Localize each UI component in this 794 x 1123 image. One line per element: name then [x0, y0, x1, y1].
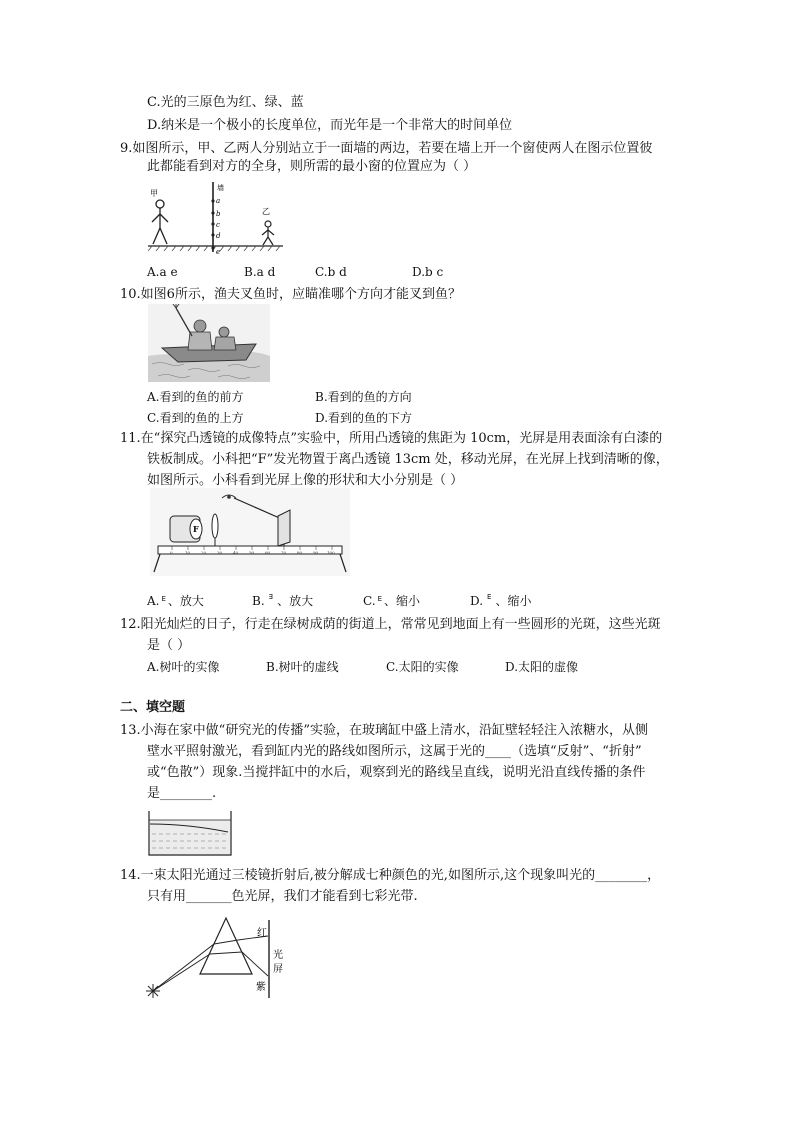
q9-option-d: D.b c: [412, 265, 444, 279]
svg-text:80: 80: [297, 550, 303, 555]
q14-label-violet: 紫: [256, 982, 266, 993]
q10-option-c: C.看到的鱼的上方: [147, 411, 244, 425]
q12-stem-line2: 是（ ）: [147, 638, 191, 653]
q14-refracted-rays: [210, 936, 268, 976]
q9-mark-b: b: [216, 210, 221, 218]
q9-label-person-a: 甲: [150, 189, 158, 198]
q13-stem-line4: 是________.: [147, 786, 217, 801]
q12-option-c: C.太阳的实像: [386, 660, 459, 674]
q10-option-b: B.看到的鱼的方向: [315, 390, 412, 404]
q11-option-a: A. E 、放大: [147, 594, 204, 608]
q13-tank-figure: [148, 810, 232, 856]
svg-text:70: 70: [281, 550, 287, 555]
q14-stem-line1: 14.一束太阳光通过三棱镜折射后,被分解成七种颜色的光,如图所示,这个现象叫光的________，: [120, 868, 661, 883]
q14-stem-line2: 只有用_______色光屏，我们才能看到七彩光带.: [147, 889, 418, 904]
q8-option-d: D.纳米是一个极小的长度单位，而光年是一个非常大的时间单位: [147, 118, 513, 133]
q9-mark-d: d: [216, 232, 221, 240]
q11-option-d: D. E 、缩小: [470, 594, 531, 610]
q12-option-d: D.太阳的虚像: [505, 660, 579, 674]
q13-stem-line2: 壁水平照射激光，看到缸内光的路线如图所示，这属于光的____（选填“反射”、“折射”: [147, 744, 642, 759]
q9-mark-e: e: [216, 248, 221, 254]
q9-label-person-b: 乙: [262, 207, 270, 216]
svg-text:40: 40: [233, 550, 239, 555]
q12-stem-line1: 12.阳光灿烂的日子，行走在绿树成荫的街道上，常常见到地面上有一些圆形的光斑，这些光斑: [120, 617, 661, 632]
q10-option-d: D.看到的鱼的下方: [315, 411, 413, 425]
svg-text:20: 20: [201, 550, 207, 555]
svg-text:30: 30: [217, 550, 223, 555]
q11-option-c-glyph: E: [377, 595, 383, 603]
q9-mark-a: a: [216, 197, 221, 205]
q12-option-b: B.树叶的虚线: [266, 660, 339, 674]
q9-option-b: B.a d: [244, 265, 276, 279]
q14-prism-figure: [144, 916, 294, 1002]
q14-prism: [200, 918, 252, 974]
q9-wall-figure: [148, 182, 288, 254]
q9-person-b: [262, 221, 274, 245]
q14-label-screen-1: 光: [273, 950, 283, 961]
q9-mark-c: c: [216, 221, 220, 229]
q9-option-c: C.b d: [315, 265, 347, 279]
q8-option-c: C.光的三原色为红、绿、蓝: [147, 95, 304, 110]
q9-label-wall: 墙: [217, 184, 224, 192]
svg-text:0: 0: [170, 550, 173, 555]
q14-label-screen-2: 屏: [273, 964, 283, 975]
q11-optical-bench-figure: [150, 488, 350, 576]
q14-label-red: 红: [257, 928, 267, 939]
q11-screen: [278, 510, 290, 546]
svg-text:100: 100: [327, 550, 335, 555]
q11-stem-line1: 11.在“探究凸透镜的成像特点”实验中，所用凸透镜的焦距为 10cm，光屏是用表面涂有白漆的: [120, 431, 663, 446]
q11-option-b-glyph: Ǝ: [268, 593, 274, 601]
section-title-fill-in: 二、填空题: [120, 700, 186, 715]
svg-text:50: 50: [249, 550, 255, 555]
q13-water: [150, 820, 230, 854]
q13-stem-line3: 或“色散”）现象.当搅拌缸中的水后，观察到光的路线呈直线，说明光沿直线传播的条件: [147, 765, 646, 780]
q9-stem-line2: 此都能看到对方的全身，则所需的最小窗的位置应为（ ）: [147, 159, 477, 174]
q11-lens: [212, 514, 218, 538]
q9-stem-line1: 9.如图所示，甲、乙两人分别站立于一面墙的两边，若要在墙上开一个窗使两人在图示位置彼: [120, 141, 653, 156]
q9-person-a: [152, 200, 168, 244]
q11-source-letter: F: [193, 524, 199, 534]
q14-incident-rays: [153, 944, 214, 991]
svg-text:60: 60: [265, 550, 271, 555]
q13-stem-line1: 13.小海在家中做“研究光的传播”实验，在玻璃缸中盛上清水，沿缸壁轻轻注入浓糖水，从侧: [120, 723, 648, 738]
q11-option-b: B. Ǝ 、放大: [252, 594, 313, 610]
q11-option-a-glyph: E: [161, 595, 166, 603]
q10-option-a: A.看到的鱼的前方: [147, 390, 244, 404]
q11-option-d-glyph: E: [487, 593, 492, 601]
q10-fisherman-figure: [148, 304, 270, 382]
q11-stem-line3: 如图所示。小科看到光屏上像的形状和大小分别是（ ）: [147, 473, 464, 488]
q9-option-a: A.a e: [147, 265, 178, 279]
q11-stem-line2: 铁板制成。小科把“F”发光物置于离凸透镜 13cm 处，移动光屏，在光屏上找到清晰的像，: [147, 452, 669, 467]
q11-option-c: C. E 、缩小: [363, 594, 421, 608]
q12-option-a: A.树叶的实像: [147, 660, 220, 674]
svg-text:90: 90: [313, 550, 319, 555]
svg-text:10: 10: [185, 550, 191, 555]
q10-stem: 10.如图6所示，渔夫叉鱼时，应瞄准哪个方向才能叉到鱼？: [120, 287, 461, 302]
